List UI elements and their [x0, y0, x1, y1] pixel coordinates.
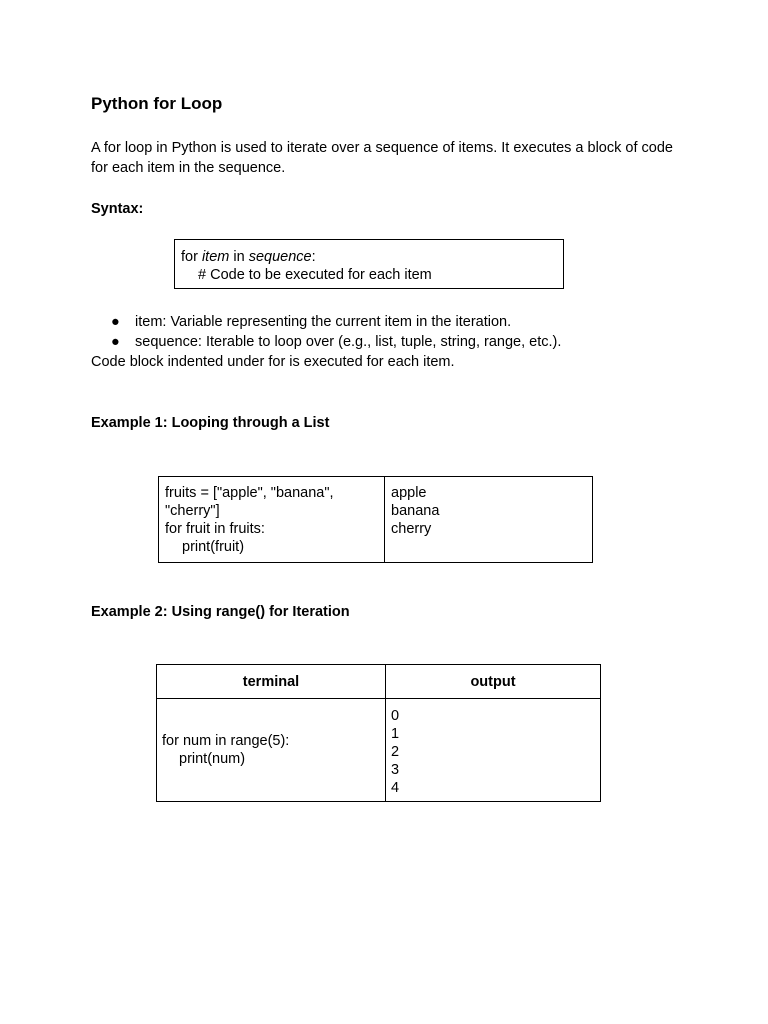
- table-row: [159, 477, 593, 563]
- bullet-dot-icon: ●: [111, 334, 120, 350]
- example1-table: [158, 476, 593, 563]
- example2-heading: Example 2: Using range() for Iteration: [91, 604, 350, 620]
- table-row: [157, 699, 601, 802]
- example2-table: [156, 664, 601, 802]
- code-line: fruits = ["apple", "banana",: [165, 485, 334, 501]
- syntax-item: item: [201, 249, 230, 265]
- bullet-list: [91, 312, 561, 352]
- code-line: for fruit in fruits:: [165, 521, 265, 537]
- output-line: cherry: [391, 521, 432, 537]
- column-header-output: output: [386, 665, 601, 699]
- syntax-sequence: sequence: [248, 249, 312, 265]
- example1-code-cell: [159, 477, 385, 563]
- syntax-heading: Syntax:: [91, 201, 144, 217]
- code-line: for num in range(5):: [162, 733, 290, 749]
- syntax-line-2: # Code to be executed for each item: [198, 267, 432, 283]
- bullet-text: item: Variable representing the current item in the iteration.: [135, 314, 512, 330]
- syntax-colon: :: [311, 249, 316, 265]
- output-line: 3: [391, 762, 400, 778]
- bullet-text: sequence: Iterable to loop over (e.g., list, tuple, string, range, etc.).: [135, 334, 562, 350]
- code-line: "cherry"]: [165, 503, 220, 519]
- output-line: 0: [391, 708, 400, 724]
- output-line: 2: [391, 744, 400, 760]
- code-line: print(num): [179, 751, 246, 767]
- output-line: 4: [391, 780, 400, 796]
- example2-code-cell: [157, 699, 386, 802]
- output-line: 1: [391, 726, 400, 742]
- output-line: apple: [391, 485, 427, 501]
- example2-output-cell: [386, 699, 601, 802]
- list-item: [91, 332, 561, 352]
- code-block-note: Code block indented under for is executed for each item.: [91, 354, 455, 370]
- list-item: [91, 312, 561, 332]
- output-line: banana: [391, 503, 440, 519]
- page-title: Python for Loop: [91, 94, 223, 113]
- syntax-keyword-for: for: [181, 249, 202, 265]
- syntax-keyword-in: in: [229, 249, 249, 265]
- example1-heading: Example 1: Looping through a List: [91, 415, 330, 431]
- syntax-line-1: [181, 248, 557, 266]
- example1-output-cell: [385, 477, 593, 563]
- code-line: print(fruit): [182, 539, 245, 555]
- intro-paragraph: A for loop in Python is used to iterate over a sequence of items. It executes a block of code for each item in the sequence.: [91, 140, 673, 176]
- bullet-dot-icon: ●: [111, 314, 120, 330]
- syntax-box: [174, 239, 564, 289]
- table-header-row: [157, 665, 601, 699]
- column-header-terminal: terminal: [157, 665, 386, 699]
